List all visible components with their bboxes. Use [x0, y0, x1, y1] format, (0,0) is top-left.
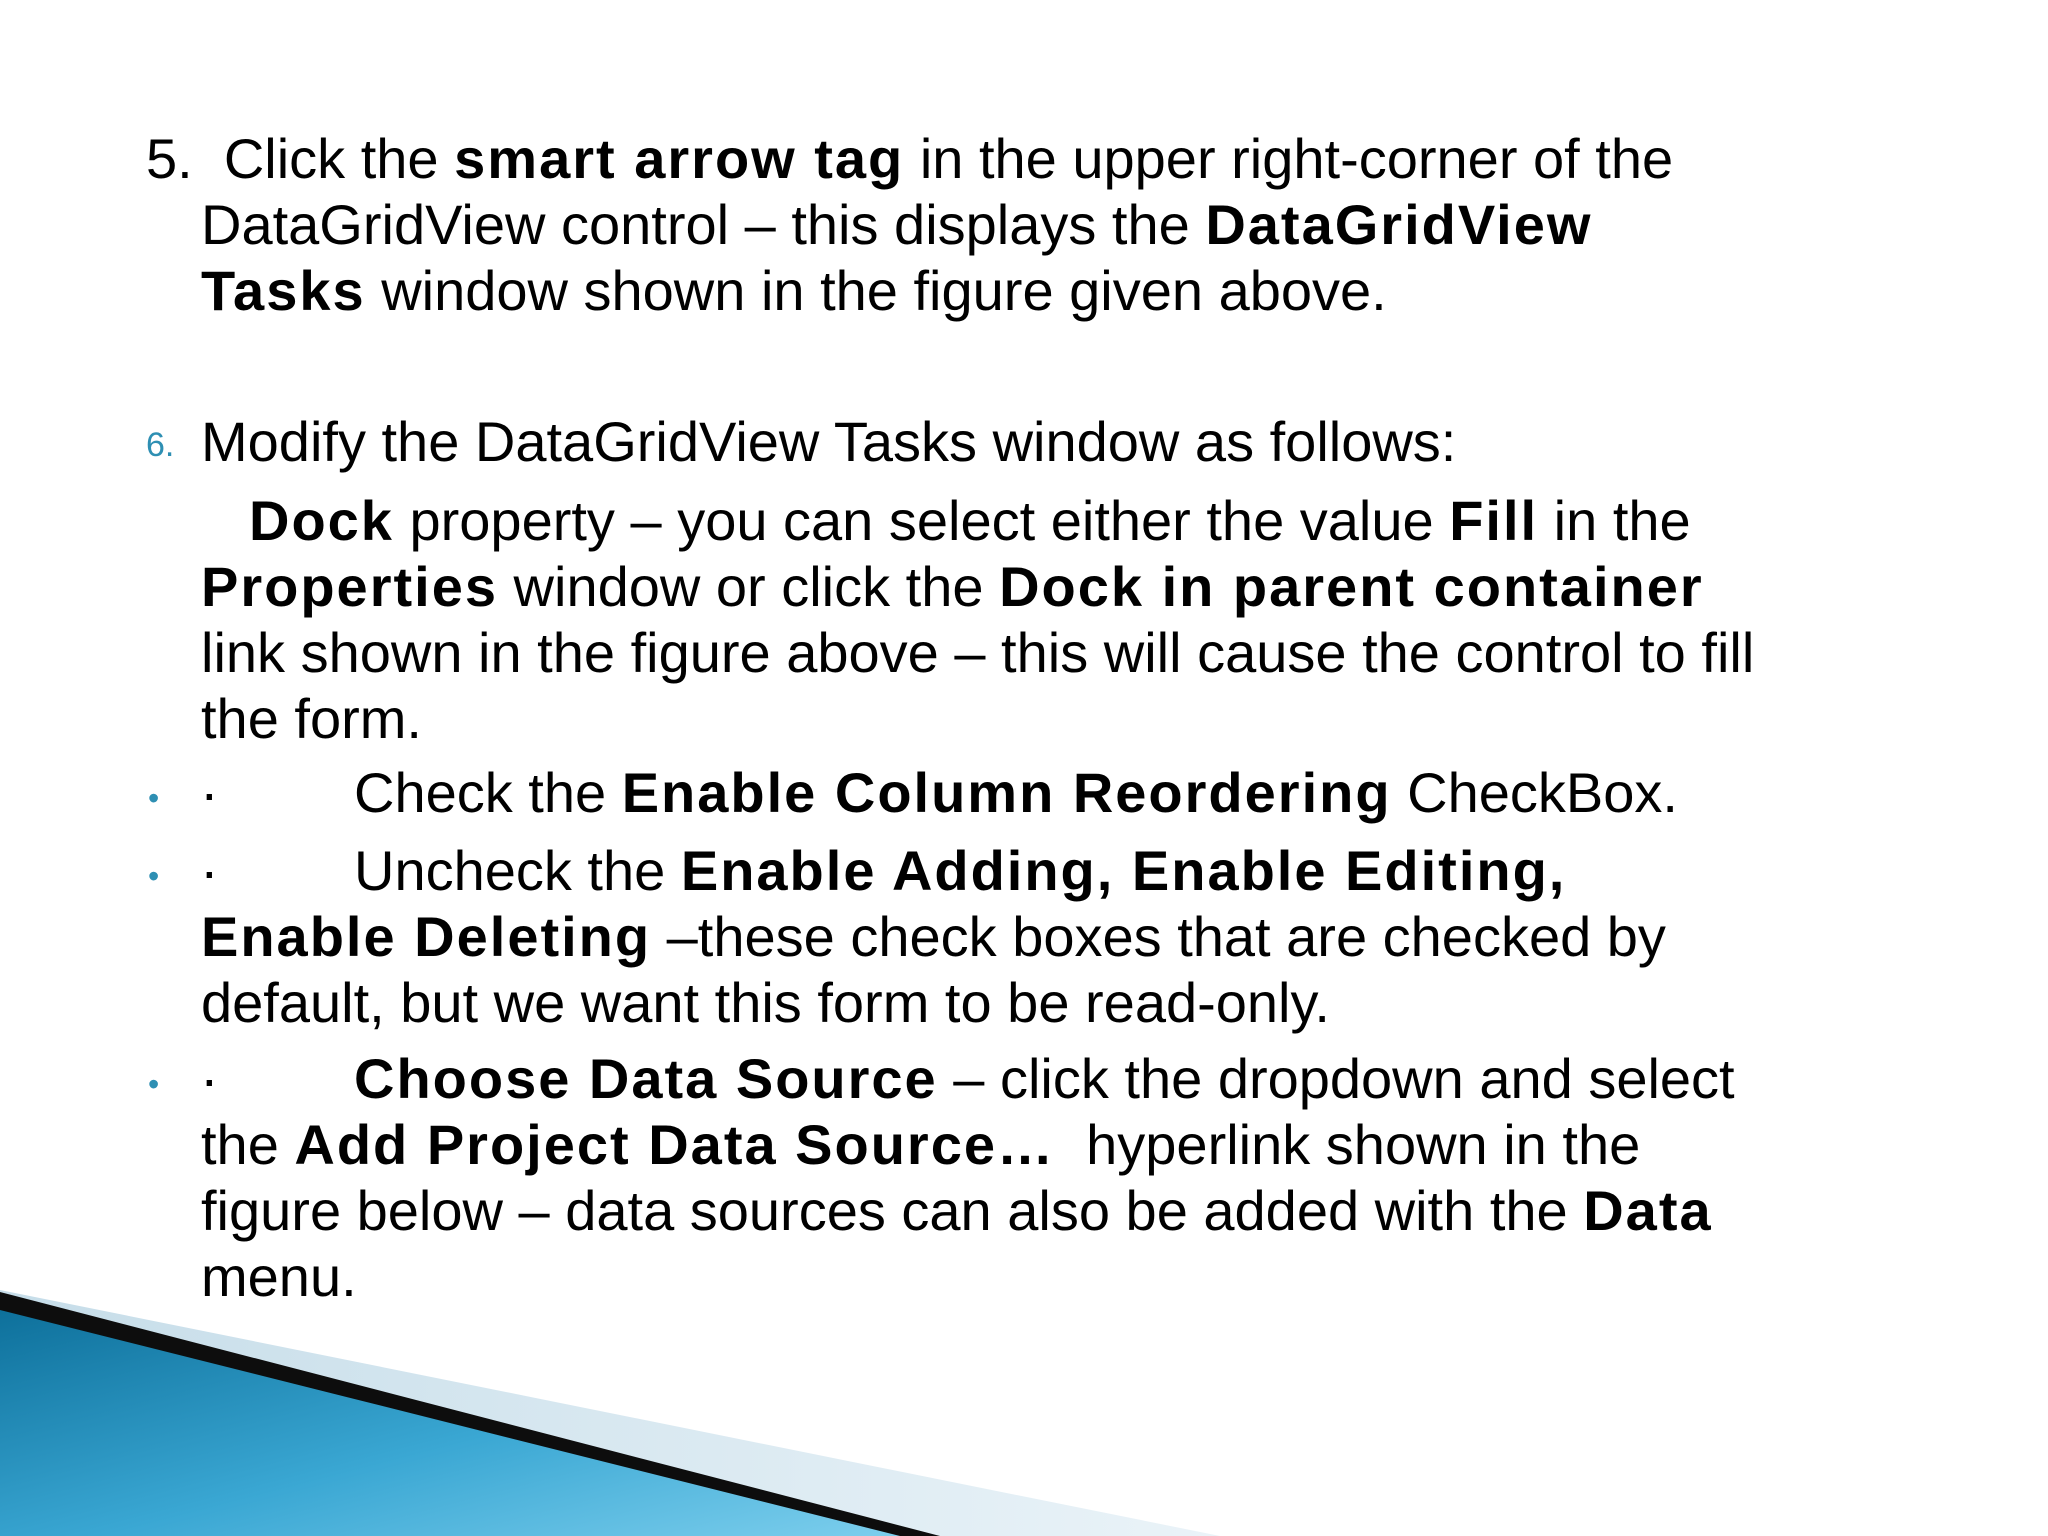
bullet3-emphasis: Data — [1583, 1179, 1713, 1242]
bullet-dot: · — [200, 839, 219, 902]
bullet3-emphasis: Add Project Data Source… — [294, 1113, 1056, 1176]
step6-number: 6. — [146, 426, 175, 464]
step5-text: window shown in the figure given above. — [365, 259, 1387, 322]
bullet2-emphasis: Enable Deleting — [201, 905, 652, 968]
step6-text: in the — [1538, 489, 1691, 552]
step5-line2 — [201, 192, 1592, 258]
step6-line4: link shown in the figure above – this will cause the control to fill — [201, 621, 1755, 684]
step5-line1 — [146, 126, 1673, 192]
bullet2-emphasis: Enable Adding, Enable Editing, — [680, 839, 1567, 902]
step5-number: 5. — [146, 127, 193, 190]
bullet2-text: –these check boxes that are checked by — [651, 905, 1666, 968]
bullet2-text: Uncheck the — [354, 839, 681, 902]
bullet1-text: CheckBox. — [1391, 761, 1678, 824]
step5-text: Click the — [223, 127, 455, 190]
step5-emphasis: DataGridView — [1205, 193, 1593, 256]
step6-emphasis: Properties — [201, 555, 498, 618]
step6-emphasis: Dock — [249, 489, 394, 552]
bullet2-line1 — [354, 838, 1566, 904]
bullet-marker: • — [148, 858, 160, 894]
bullet3-text: figure below – data sources can also be added with the — [201, 1179, 1584, 1242]
step5-line3 — [201, 258, 1387, 324]
step5-text: in the upper right-corner of the — [904, 127, 1674, 190]
step5-text: DataGridView control – this displays the — [201, 193, 1206, 256]
bullet3-line2 — [201, 1112, 1640, 1178]
bullet3-line1 — [354, 1046, 1735, 1112]
bullet1-line1 — [354, 760, 1678, 826]
bullet2-line3: default, but we want this form to be read-only. — [201, 971, 1330, 1034]
step6-line3 — [201, 554, 1704, 620]
bullet3-text: the — [201, 1113, 295, 1176]
step6-text: property – you can select either the value — [393, 489, 1450, 552]
step6-emphasis: Fill — [1449, 489, 1539, 552]
bullet-marker: • — [148, 780, 160, 816]
step6-line1: Modify the DataGridView Tasks window as follows: — [201, 410, 1457, 473]
step6-emphasis: Dock in parent container — [999, 555, 1704, 618]
bullet2-line2 — [201, 904, 1666, 970]
bullet3-line4: menu. — [201, 1245, 357, 1308]
step6-line5: the form. — [201, 687, 422, 750]
step6-line2 — [249, 488, 1691, 554]
step5-emphasis: smart arrow tag — [454, 127, 905, 190]
bullet3-emphasis: Choose Data Source — [354, 1047, 938, 1110]
bullet3-line3 — [201, 1178, 1713, 1244]
bullet-marker: • — [148, 1066, 160, 1102]
bullet3-text: – click the dropdown and select — [937, 1047, 1735, 1110]
step6-text: window or click the — [498, 555, 1000, 618]
bullet1-text: Check the — [354, 761, 622, 824]
bullet3-text: hyperlink shown in the — [1055, 1113, 1641, 1176]
bullet-dot: · — [200, 761, 219, 824]
step5-emphasis: Tasks — [201, 259, 366, 322]
bullet1-emphasis: Enable Column Reordering — [621, 761, 1392, 824]
bullet-dot: · — [200, 1047, 219, 1110]
